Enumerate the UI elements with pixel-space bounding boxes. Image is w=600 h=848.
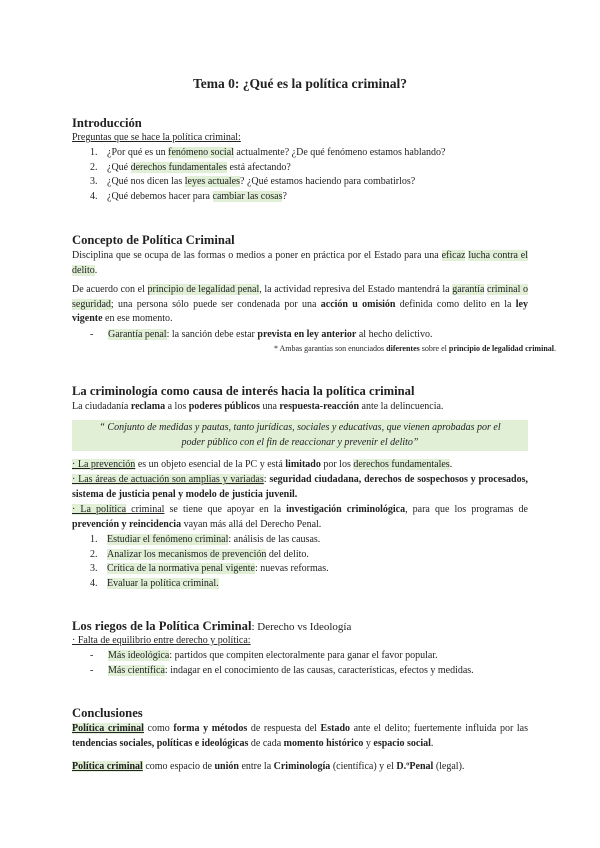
criminologia-point-2: · Las áreas de actuación son amplias y variadas: seguridad ciudadana, derechos de sospechosos y procesados, sistema de justicia penal y modelo de justicia juvenil. (72, 474, 528, 500)
list-item: - Más ideológica: partidos que compiten electoralmente para ganar el favor popular. (90, 650, 438, 661)
criminologia-list (90, 533, 329, 591)
list-item: 1. ¿Por qué es un fenómeno social actualmente? ¿De qué fenómeno estamos hablando? (90, 147, 446, 158)
list-item: - Más científica: indagar en el conocimiento de las causas, características, efectos y medidas. (90, 664, 474, 676)
intro-heading: Introducción (72, 116, 142, 130)
list-item: 2. ¿Qué derechos fundamentales está afectando? (90, 161, 291, 173)
intro-lead: Preguntas que se hace la política criminal: (72, 132, 241, 143)
concepto-bullet: - Garantía penal: la sanción debe estar prevista en ley anterior al hecho delictivo. (90, 329, 433, 340)
list-item: 1. Estudiar el fenómeno criminal: análisis de las causas. (90, 534, 321, 545)
list-item: 3. ¿Qué nos dicen las leyes actuales? ¿Qué estamos haciendo para combatirlos? (90, 176, 416, 187)
criminologia-heading: La criminología como causa de interés hacia la política criminal (72, 384, 415, 398)
conclusiones-paragraph-2: Política criminal como espacio de unión entre la Criminología (científica) y el D.ºPenal (legal). (72, 761, 465, 772)
concepto-paragraph-2: De acuerdo con el principio de legalidad penal, la actividad represiva del Estado mantendrá la garantía criminal o seguridad; una persona sólo puede ser condenada por una acción u omisión definida como delito en la ley vigente en ese momento. (72, 284, 528, 324)
riegos-lead: · Falta de equilibrio entre derecho y política: (72, 635, 251, 646)
page-title: Tema 0: ¿Qué es la política criminal? (193, 76, 407, 91)
list-item: 2. Analizar los mecanismos de prevención del delito. (90, 548, 309, 560)
criminologia-point-1: · La prevención es un objeto esencial de la PC y está limitado por los derechos fundamentales. (72, 459, 453, 470)
definition-quote: “ Conjunto de medidas y pautas, tanto jurídicas, sociales y educativas, que vienen aprobadas por el poder público con el fin de reaccionar y prevenir el delito” (72, 420, 528, 451)
list-item: 3. Crítica de la normativa penal vigente: nuevas reformas. (90, 563, 329, 574)
conclusiones-paragraph-1: Política criminal como forma y métodos de respuesta del Estado ante el delito; fuertemente influida por las tendencias sociales, políticas e ideológicas de cada momento histórico y espacio social. (72, 723, 528, 749)
intro-question-list (90, 146, 446, 204)
concepto-footnote: * Ambas garantías son enunciados diferentes sobre el principio de legalidad criminal. (273, 344, 556, 353)
riegos-heading: Los riegos de la Política Criminal: Derecho vs Ideología (72, 619, 352, 633)
conclusiones-heading: Conclusiones (72, 706, 143, 720)
concepto-heading: Concepto de Política Criminal (72, 233, 235, 247)
criminologia-paragraph: La ciudadanía reclama a los poderes públicos una respuesta-reacción ante la delincuencia. (72, 401, 444, 412)
riegos-list (90, 649, 528, 678)
list-item: 4. Evaluar la política criminal. (90, 577, 219, 589)
criminologia-point-3: · La política criminal se tiene que apoyar en la investigación criminológica, para que los programas de prevención y reincidencia vayan más allá del Derecho Penal. (72, 504, 528, 530)
list-item: 4. ¿Qué debemos hacer para cambiar las cosas? (90, 190, 287, 202)
concepto-paragraph-1: Disciplina que se ocupa de las formas o medios a poner en práctica por el Estado para una eficaz lucha contra el delito. (72, 250, 529, 276)
